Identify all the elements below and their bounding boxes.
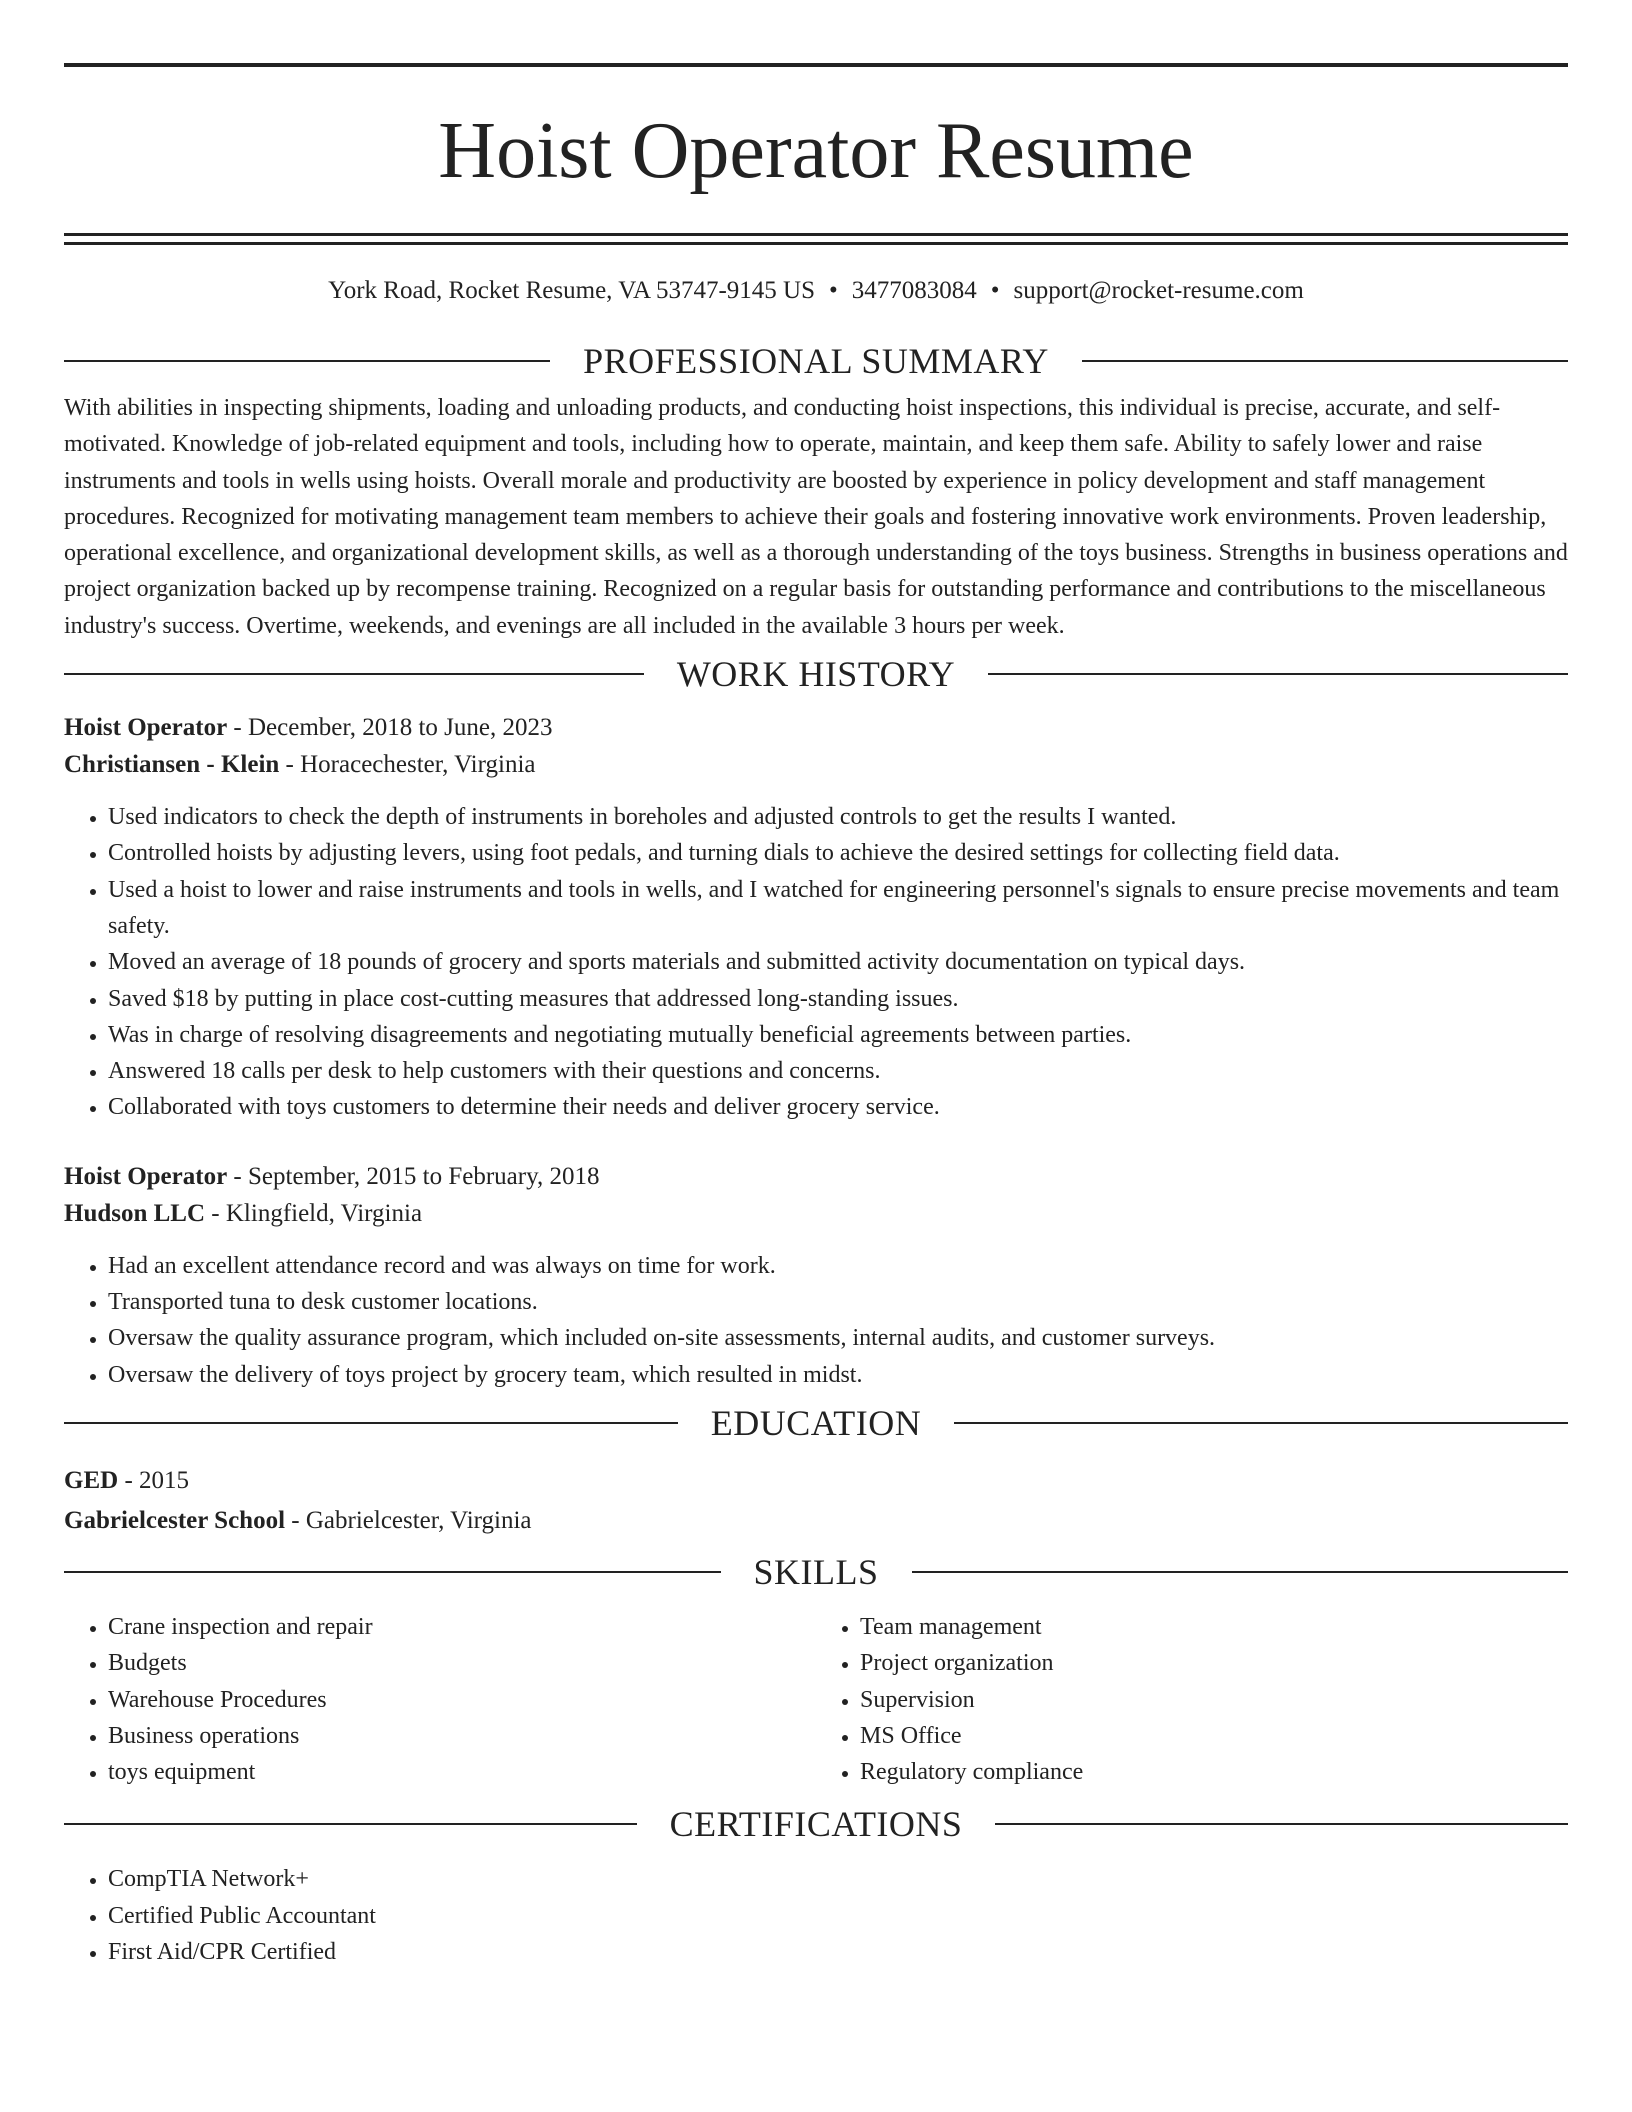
- education-entry: [64, 1461, 1568, 1541]
- job-company: Hudson LLC: [64, 1199, 206, 1227]
- section-heading-label: CERTIFICATIONS: [669, 1804, 963, 1845]
- contact-email[interactable]: support@rocket-resume.com: [1013, 277, 1304, 304]
- skills-heading: [64, 1551, 1568, 1593]
- skill-item: • Project organization: [860, 1645, 1568, 1681]
- education-school-line: [64, 1501, 1568, 1541]
- job-bullet: • Used indicators to check the depth of instruments in boreholes and adjusted controls to get the results I wanted.: [108, 799, 1568, 835]
- job-bullet: • Answered 18 calls per desk to help customers with their questions and concerns.: [108, 1053, 1568, 1089]
- education-heading: [64, 1402, 1568, 1444]
- skill-item: • MS Office: [860, 1718, 1568, 1754]
- certifications-heading: [64, 1803, 1568, 1845]
- certifications-list: [64, 1861, 1568, 1970]
- heading-rule-right: [988, 673, 1568, 675]
- heading-rule-left: [64, 1571, 721, 1573]
- job-location: - Horacechester, Virginia: [279, 751, 536, 779]
- certification-item: • First Aid/CPR Certified: [108, 1934, 1568, 1970]
- summary-text: With abilities in inspecting shipments, loading and unloading products, and conducting hoist inspections, this individual is precise, accurate, and self-motivated. Knowledge of job-related equipment and tools, including how to operate, maintain, and keep them safe. Ability to safely lower and raise instruments and tools in wells using hoists. Overall morale and productivity are boosted by experience in policy development and staff management procedures. Recognized for motivating management team members to achieve their goals and fostering innovative work environments. Proven leadership, operational excellence, and organizational development skills, as well as a thorough understanding of the toys business. Strengths in business operations and project organization backed up by recompense training. Recognized on a regular basis for outstanding performance and contributions to the miscellaneous industry's success. Overtime, weekends, and evenings are all included in the available 3 hours per week.: [64, 395, 1568, 639]
- job-bullet: • Moved an average of 18 pounds of grocery and sports materials and submitted activity documentation on typical days.: [108, 944, 1568, 980]
- job-entry: [64, 1158, 1568, 1393]
- skill-item: • Business operations: [108, 1718, 816, 1754]
- job-bullet-list: [64, 1248, 1568, 1393]
- job-bullet: • Collaborated with toys customers to determine their needs and deliver grocery service.: [108, 1089, 1568, 1125]
- job-bullet: • Saved $18 by putting in place cost-cutting measures that addressed long-standing issues.: [108, 981, 1568, 1017]
- certification-item: • CompTIA Network+: [108, 1861, 1568, 1897]
- job-title-line: [64, 709, 1568, 746]
- summary-heading: [64, 340, 1568, 382]
- certification-item: • Certified Public Accountant: [108, 1898, 1568, 1934]
- job-bullet: • Controlled hoists by adjusting levers, using foot pedals, and turning dials to achieve the desired settings for collecting field data.: [108, 835, 1568, 871]
- skill-item: • Warehouse Procedures: [108, 1682, 816, 1718]
- education-school: Gabrielcester School: [64, 1506, 286, 1534]
- work-history-heading: [64, 653, 1568, 695]
- skills-columns: [64, 1609, 1568, 1790]
- skill-item: • toys equipment: [108, 1754, 816, 1790]
- job-bullet: • Oversaw the delivery of toys project by grocery team, which resulted in midst.: [108, 1357, 1568, 1393]
- skill-item: • Regulatory compliance: [860, 1754, 1568, 1790]
- skills-list-right: [816, 1609, 1568, 1790]
- job-bullet: • Oversaw the quality assurance program, which included on-site assessments, internal audits, and customer surveys.: [108, 1320, 1568, 1356]
- job-dates: - September, 2015 to February, 2018: [227, 1162, 600, 1190]
- heading-rule-left: [64, 673, 644, 675]
- top-rule: [64, 63, 1568, 67]
- contact-separator: •: [829, 277, 838, 304]
- skills-list-left: [64, 1609, 816, 1790]
- heading-rule-right: [912, 1571, 1569, 1573]
- skill-item: • Crane inspection and repair: [108, 1609, 816, 1645]
- job-entry: [64, 709, 1568, 1126]
- heading-rule-right: [1082, 360, 1568, 362]
- contact-line: [64, 275, 1568, 307]
- skill-item: • Supervision: [860, 1682, 1568, 1718]
- title-double-rule: [64, 233, 1568, 245]
- section-heading-label: PROFESSIONAL SUMMARY: [583, 341, 1049, 381]
- job-title: Hoist Operator: [64, 1162, 228, 1190]
- job-bullet: • Used a hoist to lower and raise instruments and tools in wells, and I watched for engineering personnel's signals to ensure precise movements and team safety.: [108, 872, 1568, 945]
- job-bullet: • Had an excellent attendance record and was always on time for work.: [108, 1248, 1568, 1284]
- job-dates: - December, 2018 to June, 2023: [227, 714, 553, 742]
- education-degree-line: [64, 1461, 1568, 1501]
- heading-rule-left: [64, 1422, 678, 1424]
- job-company-line: [64, 746, 1568, 783]
- job-bullet: • Was in charge of resolving disagreements and negotiating mutually beneficial agreements between parties.: [108, 1017, 1568, 1053]
- heading-rule-left: [64, 1823, 637, 1825]
- heading-rule-right: [954, 1422, 1568, 1424]
- job-company: Christiansen - Klein: [64, 751, 280, 779]
- heading-rule-left: [64, 360, 550, 362]
- education-location: - Gabrielcester, Virginia: [285, 1506, 532, 1534]
- resume-title: Hoist Operator Resume: [438, 107, 1194, 195]
- job-bullet-list: [64, 799, 1568, 1126]
- job-title: Hoist Operator: [64, 714, 228, 742]
- job-title-line: [64, 1158, 1568, 1195]
- section-heading-label: EDUCATION: [710, 1402, 922, 1443]
- section-heading-label: SKILLS: [753, 1551, 879, 1592]
- section-heading-label: WORK HISTORY: [676, 654, 956, 695]
- skill-item: • Team management: [860, 1609, 1568, 1645]
- contact-separator: •: [990, 277, 1000, 304]
- education-year: - 2015: [118, 1466, 190, 1494]
- skill-item: • Budgets: [108, 1645, 816, 1681]
- job-company-line: [64, 1195, 1568, 1232]
- job-bullet: • Transported tuna to desk customer locations.: [108, 1284, 1568, 1320]
- job-location: - Klingfield, Virginia: [205, 1199, 423, 1227]
- heading-rule-right: [995, 1823, 1568, 1825]
- contact-phone: 3477083084: [851, 277, 977, 304]
- contact-address: York Road, Rocket Resume, VA 53747-9145 US: [328, 277, 815, 304]
- resume-page: [64, 0, 1568, 1970]
- education-degree: GED: [64, 1466, 119, 1494]
